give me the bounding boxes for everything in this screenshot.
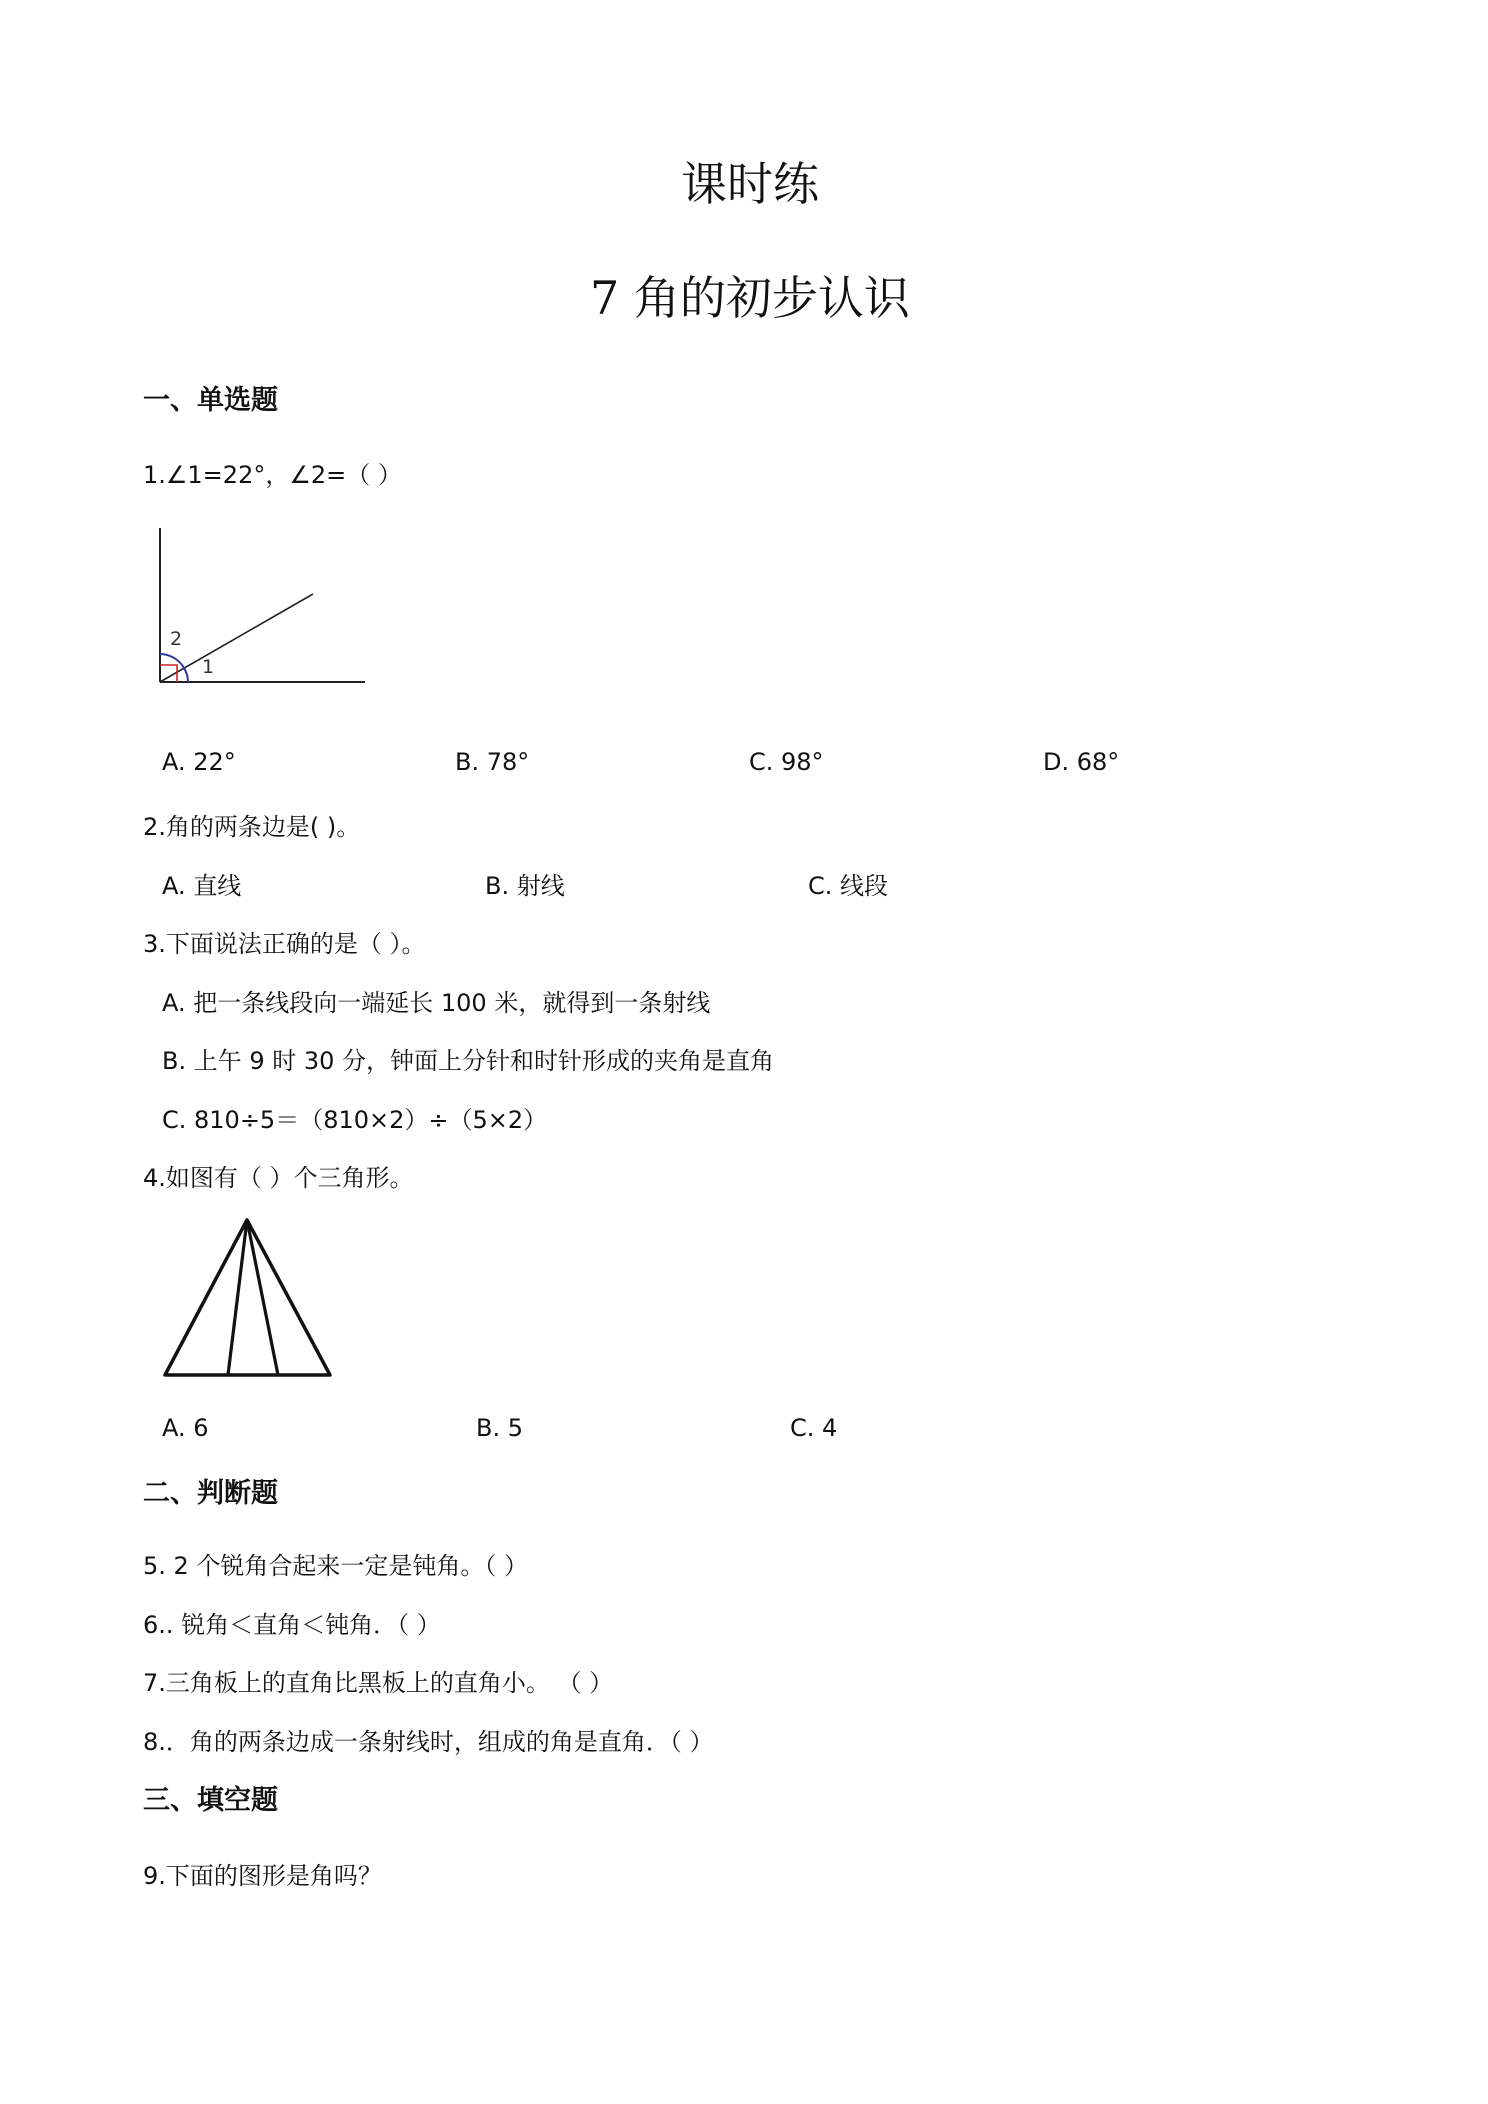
question-1-text: 1.∠1=22°，∠2=（ ）	[143, 461, 402, 489]
document-subtitle: 7 角的初步认识	[590, 271, 910, 325]
question-2-option-b[interactable]: B. 射线	[485, 872, 565, 900]
question-4-option-b[interactable]: B. 5	[476, 1414, 523, 1442]
angle-2-arc	[160, 654, 184, 668]
section-heading-fill-blank: 三、填空题	[143, 1785, 278, 1816]
question-2-option-a[interactable]: A. 直线	[162, 872, 242, 900]
question-5-text: 5. 2 个锐角合起来一定是钝角。（ ）	[143, 1552, 529, 1580]
question-3-option-a[interactable]: A. 把一条线段向一端延长 100 米，就得到一条射线	[162, 989, 711, 1017]
inner-line-left	[228, 1220, 247, 1375]
question-1-option-b[interactable]: B. 78°	[455, 748, 530, 776]
triangle-figure	[160, 1216, 335, 1381]
question-4-option-a[interactable]: A. 6	[162, 1414, 209, 1442]
question-6-text: 6.. 锐角＜直角＜钝角．（ ）	[143, 1611, 441, 1639]
angle-figure	[150, 520, 380, 690]
question-1-option-a[interactable]: A. 22°	[162, 748, 236, 776]
slanted-ray	[160, 594, 313, 682]
question-1-option-d[interactable]: D. 68°	[1043, 748, 1120, 776]
question-3-option-b[interactable]: B. 上午 9 时 30 分，钟面上分针和时针形成的夹角是直角	[162, 1047, 775, 1075]
document-title: 课时练	[681, 157, 819, 211]
question-4-option-c[interactable]: C. 4	[790, 1414, 838, 1442]
question-8-text: 8.．角的两条边成一条射线时，组成的角是直角．（ ）	[143, 1728, 714, 1756]
angle-1-arc	[184, 668, 188, 682]
question-3-text: 3.下面说法正确的是（ ）。	[143, 930, 426, 958]
angle-1-label: 1	[202, 656, 215, 678]
question-2-text: 2.角的两条边是( )。	[143, 813, 361, 841]
question-2-option-c[interactable]: C. 线段	[808, 872, 889, 900]
question-3-option-c[interactable]: C. 810÷5＝（810×2）÷（5×2）	[162, 1106, 548, 1134]
question-7-text: 7.三角板上的直角比黑板上的直角小。 （ ）	[143, 1669, 614, 1697]
question-9-text: 9.下面的图形是角吗？	[143, 1862, 382, 1890]
section-heading-true-false: 二、判断题	[143, 1478, 278, 1509]
angle-2-label: 2	[170, 628, 183, 650]
question-4-text: 4.如图有（ ）个三角形。	[143, 1164, 414, 1192]
outer-triangle	[165, 1220, 330, 1375]
question-1-option-c[interactable]: C. 98°	[749, 748, 824, 776]
section-heading-single-choice: 一、单选题	[143, 385, 278, 416]
inner-line-right	[247, 1220, 278, 1375]
